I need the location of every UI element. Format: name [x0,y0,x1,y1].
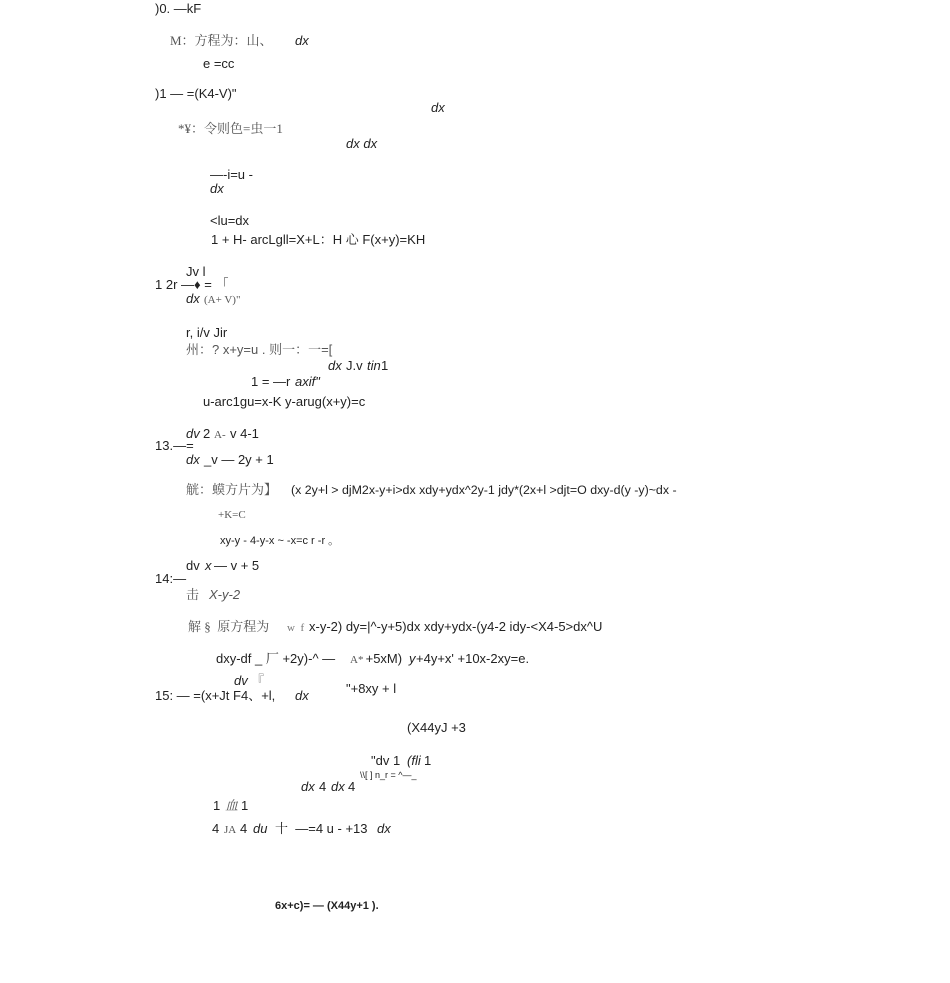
text-line: J.v [346,358,363,373]
text-line: Jv l [186,264,206,279]
text-line: 4 [212,821,220,836]
text-line: +K=C [218,509,246,521]
text-line: 4 [319,779,327,794]
text-line: +4y+x' +10x-2xy=e. [416,651,530,666]
text-line: 1 2r —♦ = 「 [155,277,229,292]
text-line: )1 — =(K4-V)" [155,86,237,101]
text-line: <lu=dx [210,213,250,228]
text-line: A* [350,654,364,666]
text-line: 14:— [155,571,187,586]
text-line: 1 [241,798,249,813]
text-line: xy-y - 4-y-x ~ -x=c r -r 。 [220,535,340,547]
text-line: dv [186,426,200,441]
text-line: tin [367,358,381,373]
text-line: "dv 1 [371,753,401,768]
text-line: dx [295,33,309,48]
text-line: dx dx [346,136,378,151]
text-line: 15: — =(x+Jt F4、+l, [155,688,276,703]
text-line: (x 2y+l > djM2x-y+i>dx xdy+ydx^2y-1 jdy*(2x+l >djt=O dxy-d(y -y)~dx - [291,483,677,497]
text-line: 6x+c)= — (X44y+1 ). [275,900,379,912]
text-line: 『 [251,673,265,688]
text-line: dv [186,558,200,573]
text-line: 州：? x+y=u . 则一：一=[ [186,342,333,357]
text-line: dx [186,291,200,306]
text-line: — v + 5 [214,558,260,573]
text-line: dxy-df _ 厂 +2y)-^ — [216,651,339,666]
text-line: 1 + H- arcLgll=X+L：H 心 F(x+y)=KH [211,232,426,247]
text-line: 2 [203,426,211,441]
text-line: 13.—= [155,438,194,453]
text-line: (A+ V)" [204,294,241,306]
text-line: —-i=u - [210,167,253,182]
text-line: 4 [348,779,356,794]
text-line: 1 [213,798,221,813]
text-line: 4 [240,821,248,836]
text-line: 觥：蟆方片为】 [186,482,278,497]
text-line: "+8xy + l [346,681,397,696]
text-line: e =cc [203,56,235,71]
text-line: y [409,651,416,666]
text-line: dx [377,821,391,836]
text-line: dx [186,452,200,467]
text-line: )0. —kF [155,1,202,16]
text-line: dx [301,779,315,794]
text-line: +5xM) [362,651,403,666]
text-line: v 4-1 [230,426,259,441]
text-line: w f [287,622,305,634]
text-line: JA [224,824,237,836]
text-line: (fli [407,753,421,768]
text-line: 血 [225,798,239,813]
text-line: u-arc1gu=x-K y-arug(x+y)=c [203,394,366,409]
text-line: *¥：令则色=虫一1 [178,121,283,136]
text-line: \\[ ] n_r = ^—_ [360,770,417,780]
text-line: dx [331,779,345,794]
text-line: A- [214,429,226,441]
text-line: r, i/v Jir [186,325,228,340]
text-line: 十 —=4 u - +13 [275,821,368,836]
text-line: axif" [295,374,320,389]
text-line: 1 = —r [251,374,291,389]
text-line: dx [328,358,342,373]
text-line: 1 [381,358,389,373]
text-line: 解 § 原方程为 [188,619,270,634]
text-line: dx [431,100,445,115]
text-line: (X44yJ +3 [407,720,466,735]
text-line: du [253,821,268,836]
text-line: dx [210,181,224,196]
text-line: X-y-2 [209,587,241,602]
text-line: 击 [186,587,200,602]
text-line: M：方程为：山、 [170,33,273,48]
text-line: dx [295,688,309,703]
text-line: x [205,558,212,573]
text-line: dv [234,673,248,688]
text-line: _v — 2y + 1 [204,452,274,467]
text-line: 1 [424,753,432,768]
text-line: x-y-2) dy=|^-y+5)dx xdy+ydx-(y4-2 idy-<X4-5>dx^U [309,619,603,634]
